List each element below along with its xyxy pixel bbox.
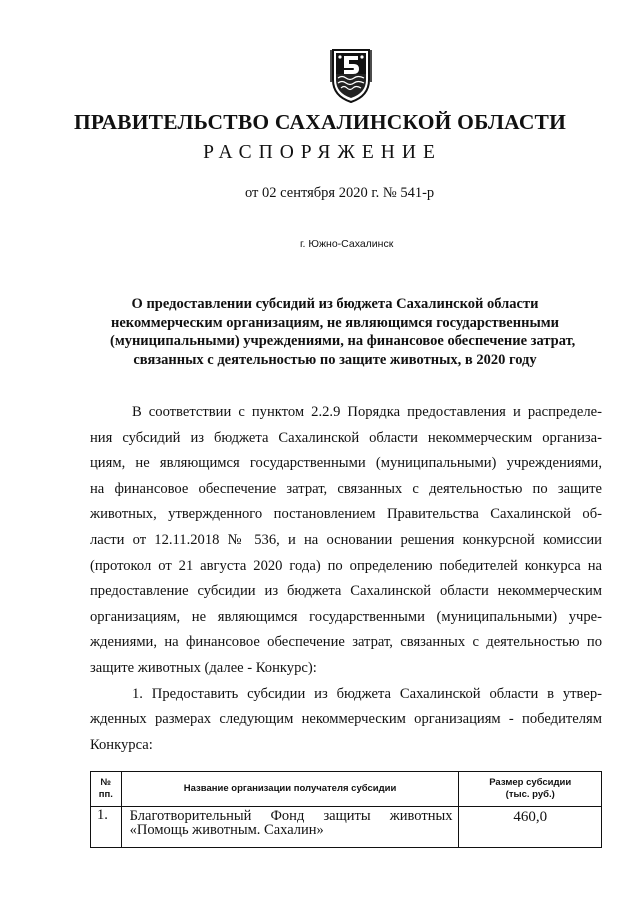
text-line: жденных размерах следующим некоммерческим организациям - победителям <box>90 711 602 728</box>
organization-line: Благотворительный Фонд защиты животных <box>129 808 453 824</box>
text-line: организациям, не являющимся государственными (муниципальными) учре- <box>90 608 602 625</box>
text-line: 1. Предоставить субсидии из бюджета Сахалинской области в утвер- <box>132 685 602 702</box>
order-city: г. Южно-Сахалинск <box>300 238 394 250</box>
table-header-row <box>91 772 602 807</box>
text-line: ния субсидий из бюджета Сахалинской области некоммерческим организа- <box>90 429 602 446</box>
title-line: О предоставлении субсидий из бюджета Сахалинской области <box>131 296 539 312</box>
subsidy-table <box>90 771 602 848</box>
text-line: защите животных (далее - Конкурс): <box>90 659 317 676</box>
order-date-number: от 02 сентября 2020 г. № 541-р <box>245 185 435 201</box>
row-num: 1. <box>91 807 122 848</box>
row-amount: 460,0 <box>459 807 602 848</box>
header-amount: Размер субсидии (тыс. руб.) <box>459 772 602 807</box>
preamble-paragraph <box>90 400 602 682</box>
text-line: животных, утвержденного постановлением Правительства Сахалинской об- <box>90 506 602 523</box>
header-organization: Название организации получателя субсидии <box>121 772 459 807</box>
text-line: циям, не являющимся государственными (муниципальными) учреждениями, <box>90 455 602 472</box>
text-line: (протокол от 21 августа 2020 года) по определению победителей конкурса на <box>90 557 602 574</box>
title-line: (муниципальными) учреждениями, на финансовое обеспечение затрат, <box>110 333 576 349</box>
item-1-paragraph <box>90 682 602 759</box>
text-line: ласти от 12.11.2018 № 536, и на основании решения конкурсной комиссии <box>90 531 602 548</box>
header-num: № пп. <box>91 772 122 807</box>
document-body <box>90 400 602 758</box>
text-line: предоставление субсидии из бюджета Сахалинской области некоммерческим <box>90 583 602 600</box>
title-line: некоммерческим организациям, не являющимся государственными <box>111 314 559 331</box>
document-type: РАСПОРЯЖЕНИЕ <box>203 142 442 163</box>
coat-of-arms-icon <box>329 44 373 104</box>
text-line: ждениями, на финансовое обеспечение затрат, связанных с деятельностью по <box>90 634 602 651</box>
organization-line: «Помощь животным. Сахалин» <box>129 822 324 838</box>
text-line: В соответствии с пунктом 2.2.9 Порядка предоставления и распределе- <box>132 404 602 420</box>
row-organization <box>121 807 459 848</box>
title-line: связанных с деятельностью по защите животных, в 2020 году <box>133 351 537 368</box>
document-title <box>110 295 576 369</box>
government-title: ПРАВИТЕЛЬСТВО САХАЛИНСКОЙ ОБЛАСТИ <box>73 110 567 134</box>
text-line: Конкурса: <box>90 736 153 753</box>
text-line: на финансовое обеспечение затрат, связанных с деятельностью по защите <box>90 480 602 497</box>
table-row <box>91 807 602 848</box>
